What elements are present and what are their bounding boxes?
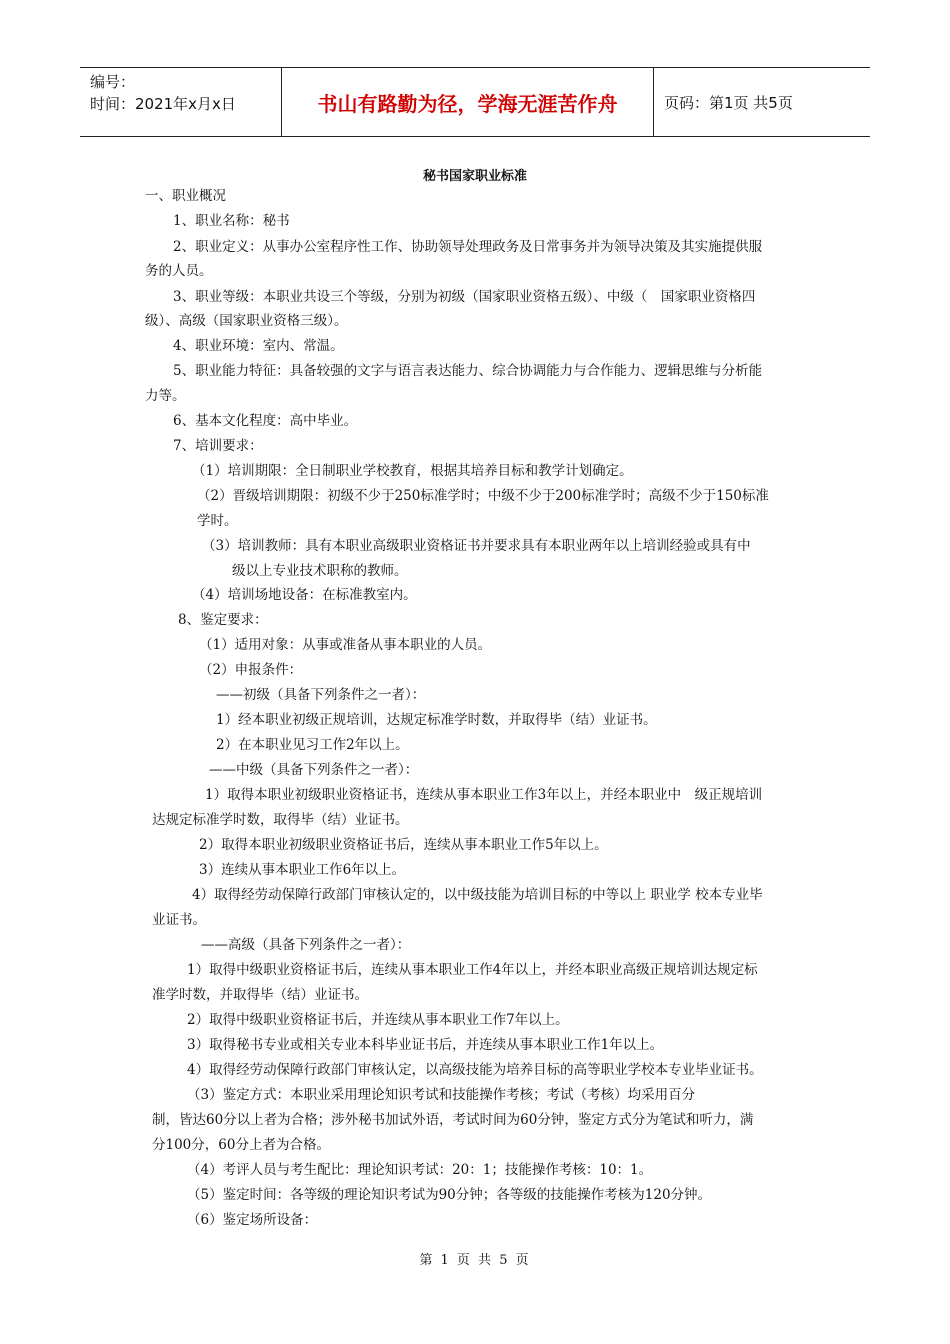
- body-line: 业证书。: [152, 912, 206, 928]
- body-line: 级）、高级（国家职业资格三级）。: [145, 313, 348, 329]
- body-line: 分100分，60分上者为合格。: [152, 1137, 330, 1153]
- body-line: （1）适用对象：从事或准备从事本职业的人员。: [199, 637, 492, 653]
- body-line: （4）培训场地设备：在标准教室内。: [192, 587, 417, 603]
- body-line: 4）取得经劳动保障行政部门审核认定，以高级技能为培养目标的高等职业学校本专业毕业证书。: [187, 1062, 763, 1078]
- page-label: 页码：第1页 共5页: [664, 93, 793, 112]
- body-line: 制，皆达60分以上者为合格；涉外秘书加试外语，考试时间为60分钟，鉴定方式分为笔试和听力，满: [152, 1112, 754, 1128]
- body-line: （2）晋级培训期限：初级不少于250标准学时；中级不少于200标准学时；高级不少于150标准: [197, 488, 769, 504]
- body-line: （3）鉴定方式：本职业采用理论知识考试和技能操作考核；考试（考核）均采用百分: [187, 1087, 696, 1103]
- body-line: ——中级（具备下列条件之一者）：: [209, 762, 419, 778]
- body-line: 1、职业名称：秘书: [173, 213, 290, 229]
- body-line: 8、鉴定要求：: [178, 612, 268, 628]
- body-line: （2）申报条件：: [199, 662, 303, 678]
- body-line: ——初级（具备下列条件之一者）：: [216, 687, 426, 703]
- header-table: [80, 67, 870, 137]
- body-line: （6）鉴定场所设备：: [187, 1212, 318, 1228]
- body-line: 2）取得中级职业资格证书后，并连续从事本职业工作7年以上。: [187, 1012, 569, 1028]
- body-line: 达规定标准学时数，取得毕（结）业证书。: [152, 812, 409, 828]
- body-line: 7、培训要求：: [173, 438, 263, 454]
- body-line: 一、职业概况: [145, 188, 226, 204]
- header-motto-cell: [282, 68, 654, 136]
- time-label: 时间：2021年x月x日: [90, 95, 236, 113]
- document-title: 秘书国家职业标准: [422, 169, 527, 184]
- body-line: 级以上专业技术职称的教师。: [232, 563, 408, 579]
- body-line: 4、职业环境：室内、常温。: [173, 338, 344, 354]
- body-line: 2）在本职业见习工作2年以上。: [216, 737, 409, 753]
- body-line: ——高级（具备下列条件之一者）：: [201, 937, 411, 953]
- body-line: 3）连续从事本职业工作6年以上。: [199, 862, 406, 878]
- body-line: （5）鉴定时间：各等级的理论知识考试为90分钟；各等级的技能操作考核为120分钟。: [187, 1187, 712, 1203]
- body-line: 准学时数，并取得毕（结）业证书。: [152, 987, 368, 1003]
- body-line: 4）取得经劳动保障行政部门审核认定的，以中级技能为培训目标的中等以上 职业学 校本专业毕: [192, 887, 763, 903]
- page-footer: 第 1 页 共 5 页: [419, 1253, 531, 1268]
- body-line: （4）考评人员与考生配比：理论知识考试：20：1；技能操作考核：10：1。: [187, 1162, 653, 1178]
- body-line: 力等。: [145, 388, 186, 404]
- body-line: 3）取得秘书专业或相关专业本科毕业证书后，并连续从事本职业工作1年以上。: [187, 1037, 664, 1053]
- motto-text: 书山有路勤为径，学海无涯苦作舟: [317, 91, 618, 116]
- body-line: 2、职业定义：从事办公室程序性工作、协助领导处理政务及日常事务并为领导决策及其实施提供服: [173, 239, 763, 255]
- header-page-cell: [654, 68, 870, 136]
- body-line: 1）取得本职业初级职业资格证书，连续从事本职业工作3年以上，并经本职业中 级正规培训: [205, 787, 763, 803]
- code-label: 编号：: [90, 73, 136, 91]
- body-line: 3、职业等级：本职业共设三个等级，分别为初级（国家职业资格五级）、中级（ 国家职业资格四: [173, 289, 756, 305]
- body-line: 2）取得本职业初级职业资格证书后，连续从事本职业工作5年以上。: [199, 837, 608, 853]
- body-line: 务的人员。: [145, 263, 213, 279]
- body-line: 1）经本职业初级正规培训，达规定标准学时数，并取得毕（结）业证书。: [216, 712, 657, 728]
- body-line: （1）培训期限：全日制职业学校教育，根据其培养目标和教学计划确定。: [192, 463, 633, 479]
- body-line: （3）培训教师：具有本职业高级职业资格证书并要求具有本职业两年以上培训经验或具有中: [202, 538, 751, 554]
- body-line: 1）取得中级职业资格证书后，连续从事本职业工作4年以上，并经本职业高级正规培训达规定标: [187, 962, 758, 978]
- body-line: 6、基本文化程度：高中毕业。: [173, 413, 358, 429]
- body-line: 学时。: [197, 513, 238, 529]
- header-meta-cell: [80, 68, 282, 136]
- body-line: 5、职业能力特征：具备较强的文字与语言表达能力、综合协调能力与合作能力、逻辑思维与分析能: [173, 363, 763, 379]
